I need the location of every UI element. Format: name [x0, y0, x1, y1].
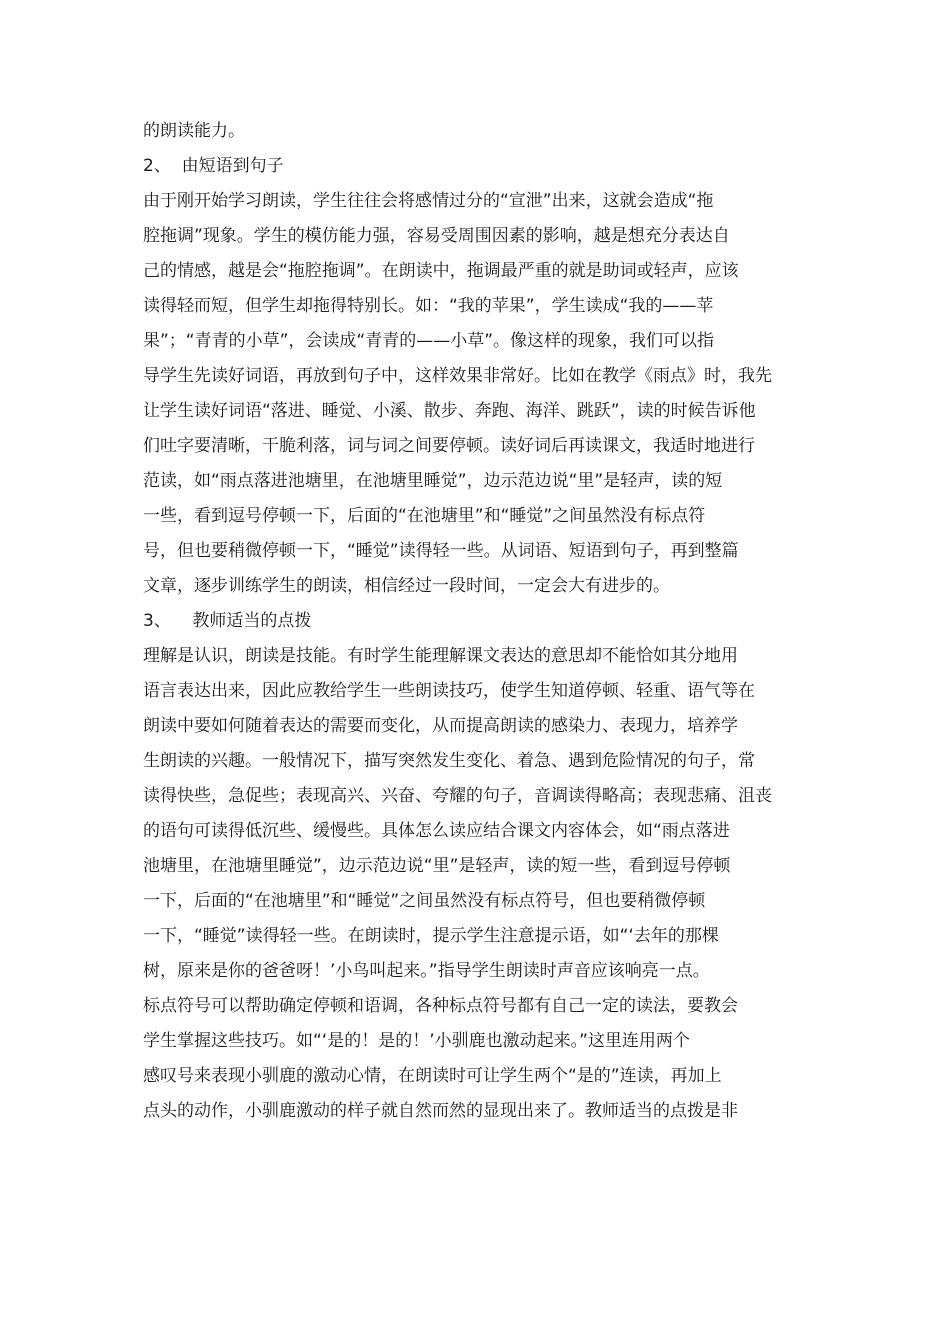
paragraph-line: 读得轻而短，但学生却拖得特别长。如：“我的苹果”，学生读成“我的——苹 [143, 296, 714, 316]
paragraph-line: 范读，如“雨点落进池塘里，在池塘里睡觉”，边示范边说“里”是轻声，读的短 [143, 471, 723, 491]
paragraph-line: 点头的动作，小驯鹿激动的样子就自然而然的显现出来了。教师适当的点拨是非 [143, 1101, 738, 1121]
paragraph-line: 腔拖调”现象。学生的模仿能力强，容易受周围因素的影响，越是想充分表达自 [143, 226, 730, 246]
paragraph-line: 们吐字要清晰，干脆利落，词与词之间要停顿。读好词后再读课文，我适时地进行 [143, 436, 755, 456]
paragraph-line: 让学生读好词语“落进、睡觉、小溪、散步、奔跑、海洋、跳跃”，读的时候告诉他 [143, 401, 756, 421]
paragraph-line: 标点符号可以帮助确定停顿和语调，各种标点符号都有自己一定的读法，要教会 [143, 996, 738, 1016]
document-body [143, 114, 813, 1129]
paragraph-line: 感叹号来表现小驯鹿的激动心情，在朗读时可让学生两个“是的”连读，再加上 [143, 1066, 722, 1086]
section-heading: 2、 由短语到句子 [143, 156, 284, 176]
paragraph-line: 的语句可读得低沉些、缓慢些。具体怎么读应结合课文内容体会，如“雨点落进 [143, 821, 730, 841]
paragraph-line: 一些，看到逗号停顿一下，后面的“在池塘里”和“睡觉”之间虽然没有标点符 [143, 506, 706, 526]
paragraph-line: 学生掌握这些技巧。如“‘是的！是的！’小驯鹿也激动起来。”这里连用两个 [143, 1031, 690, 1051]
paragraph-line: 果”；“青青的小草”，会读成“青青的——小草”。像这样的现象，我们可以指 [143, 331, 715, 351]
paragraph-line: 导学生先读好词语，再放到句子中，这样效果非常好。比如在教学《雨点》时，我先 [143, 366, 772, 386]
paragraph-line: 语言表达出来，因此应教给学生一些朗读技巧，使学生知道停顿、轻重、语气等在 [143, 681, 755, 701]
paragraph-line: 理解是认识，朗读是技能。有时学生能理解课文表达的意思却不能恰如其分地用 [143, 646, 738, 666]
paragraph-line: 朗读中要如何随着表达的需要而变化，从而提高朗读的感染力、表现力，培养学 [143, 716, 738, 736]
paragraph-line: 由于刚开始学习朗读，学生往往会将感情过分的“宣泄”出来，这就会造成“拖 [143, 191, 714, 211]
paragraph-line: 号，但也要稍微停顿一下，“睡觉”读得轻一些。从词语、短语到句子，再到整篇 [143, 541, 739, 561]
paragraph-line: 生朗读的兴趣。一般情况下，描写突然发生变化、着急、遇到危险情况的句子，常 [143, 751, 755, 771]
paragraph-line: 己的情感，越是会“拖腔拖调”。在朗读中，拖调最严重的就是助词或轻声，应该 [143, 261, 739, 281]
paragraph-line: 一下，“睡觉”读得轻一些。在朗读时，提示学生注意提示语，如“‘去年的那棵 [143, 926, 719, 946]
paragraph-line: 池塘里，在池塘里睡觉”，边示范边说“里”是轻声，读的短一些，看到逗号停顿 [143, 856, 731, 876]
paragraph-line: 文章，逐步训练学生的朗读，相信经过一段时间，一定会大有进步的。 [143, 576, 670, 596]
paragraph-line: 的朗读能力。 [143, 121, 245, 141]
paragraph-line: 读得快些，急促些；表现高兴、兴奋、夸耀的句子，音调读得略高；表现悲痛、沮丧 [143, 786, 772, 806]
section-heading: 3、 教师适当的点拨 [143, 611, 312, 631]
paragraph-line: 树，原来是你的爸爸呀！’小鸟叫起来。”指导学生朗读时声音应该响亮一点。 [143, 961, 710, 981]
paragraph-line: 一下，后面的“在池塘里”和“睡觉”之间虽然没有标点符号，但也要稍微停顿 [143, 891, 706, 911]
